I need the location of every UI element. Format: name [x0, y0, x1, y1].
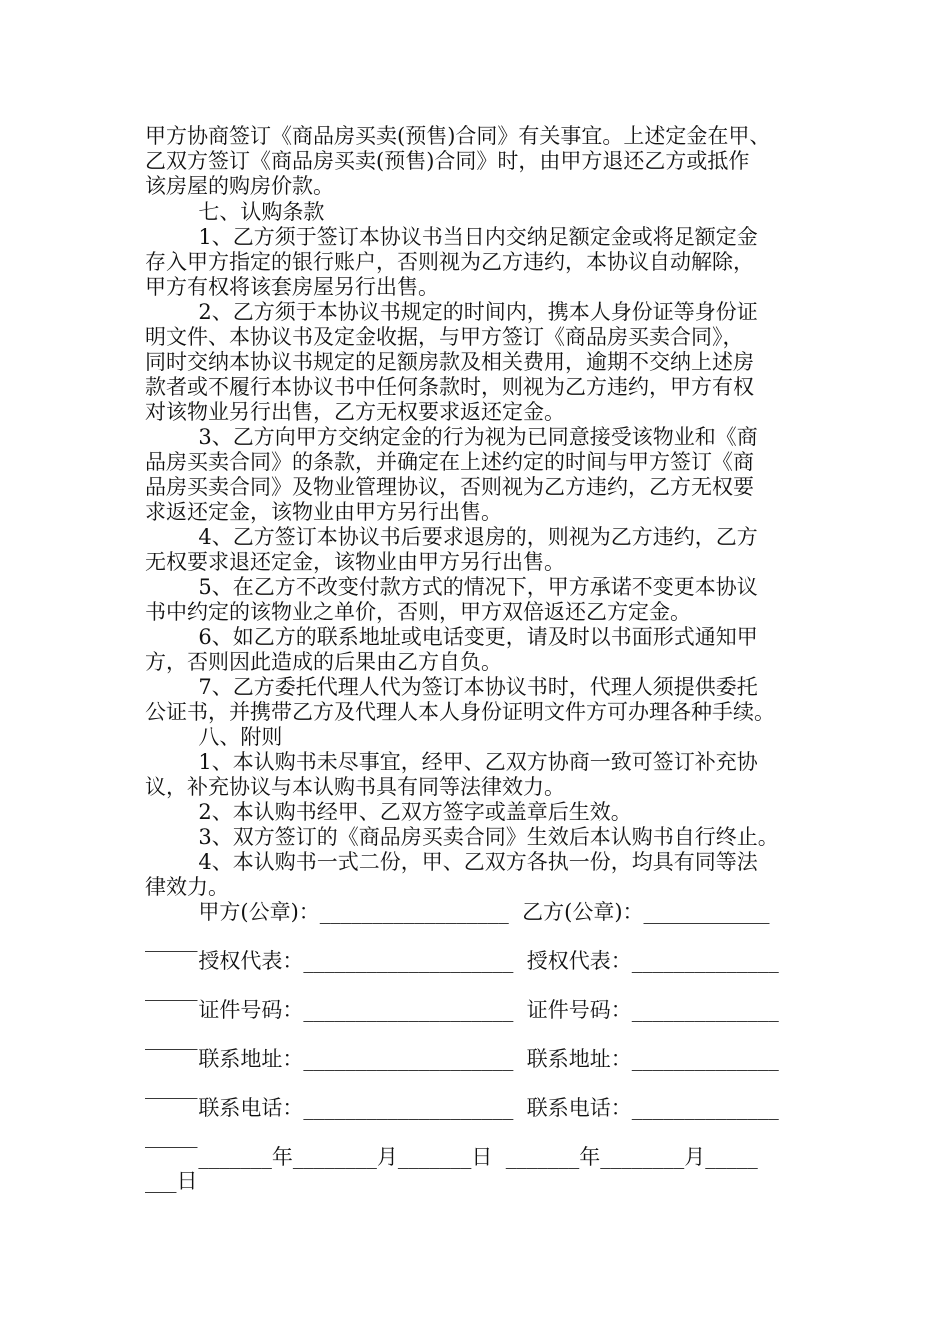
text-line: 1、本认购书未尽事宜，经甲、乙双方协商一致可签订补充协 [145, 750, 758, 774]
text-line: 方，否则因此造成的后果由乙方自负。 [145, 650, 502, 674]
text-line: 公证书，并携带乙方及代理人本人身份证明文件方可办理各种手续。 [145, 700, 775, 724]
text-line: 2、本认购书经甲、乙双方签字或盖章后生效。 [145, 800, 632, 824]
text-line: 律效力。 [145, 875, 229, 899]
section-heading: 七、认购条款 [145, 200, 325, 224]
text-line: 甲方协商签订《商品房买卖(预售)合同》有关事宜。上述定金在甲、 [145, 124, 771, 148]
text-line: 7、乙方委托代理人代为签订本协议书时，代理人须提供委托 [145, 675, 758, 699]
signature-line-id-number: 证件号码：____________________ 证件号码：______________ [145, 998, 779, 1022]
signature-line-seal: 甲方(公章)：__________________ 乙方(公章)：____________ [145, 900, 770, 924]
text-line: 乙双方签订《商品房买卖(预售)合同》时，由甲方退还乙方或抵作 [145, 149, 750, 173]
text-line: 对该物业另行出售，乙方无权要求返还定金。 [145, 400, 565, 424]
text-line: 书中约定的该物业之单价，否则，甲方双倍返还乙方定金。 [145, 600, 691, 624]
text-line: 议，补充协议与本认购书具有同等法律效力。 [145, 775, 565, 799]
signature-line-representative: 授权代表：____________________ 授权代表：______________ [145, 949, 779, 973]
text-line: 甲方有权将该套房屋另行出售。 [145, 275, 439, 299]
text-line: 3、双方签订的《商品房买卖合同》生效后本认购书自行终止。 [145, 825, 779, 849]
text-line: 品房买卖合同》及物业管理协议，否则视为乙方违约，乙方无权要 [145, 475, 754, 499]
text-line: 3、乙方向甲方交纳定金的行为视为已同意接受该物业和《商 [145, 425, 758, 449]
signature-line-address: 联系地址：____________________ 联系地址：______________ [145, 1047, 779, 1071]
text-line: 求返还定金，该物业由甲方另行出售。 [145, 500, 502, 524]
text-line: 4、乙方签订本协议书后要求退房的，则视为乙方违约，乙方 [145, 525, 758, 549]
signature-line-phone: 联系电话：____________________ 联系电话：______________ [145, 1096, 779, 1120]
signature-line-date: _______年________月_______日 _______年________月_____ [145, 1145, 758, 1169]
text-line: 明文件、本协议书及定金收据，与甲方签订《商品房买卖合同》， [145, 325, 744, 349]
section-heading: 八、附则 [145, 725, 283, 749]
text-line: 同时交纳本协议书规定的足额房款及相关费用，逾期不交纳上述房 [145, 350, 754, 374]
signature-line-wrap: _____ [145, 928, 198, 952]
text-line: 存入甲方指定的银行账户，否则视为乙方违约，本协议自动解除， [145, 250, 754, 274]
text-line: 2、乙方须于本协议书规定的时间内，携本人身份证等身份证 [145, 300, 758, 324]
text-line: 该房屋的购房价款。 [145, 174, 334, 198]
signature-line-date-wrap: ___日 [145, 1169, 198, 1193]
signature-line-wrap: _____ [145, 1075, 198, 1099]
text-line: 款者或不履行本协议书中任何条款时，则视为乙方违约，甲方有权 [145, 375, 754, 399]
text-line: 1、乙方须于签订本协议书当日内交纳足额定金或将足额定金 [145, 225, 758, 249]
signature-line-wrap: _____ [145, 1124, 198, 1148]
text-line: 品房买卖合同》的条款，并确定在上述约定的时间与甲方签订《商 [145, 450, 754, 474]
signature-line-wrap: _____ [145, 977, 198, 1001]
text-line: 5、在乙方不改变付款方式的情况下，甲方承诺不变更本协议 [145, 575, 758, 599]
text-line: 6、如乙方的联系地址或电话变更，请及时以书面形式通知甲 [145, 625, 758, 649]
text-line: 4、本认购书一式二份，甲、乙双方各执一份，均具有同等法 [145, 850, 758, 874]
text-line: 无权要求退还定金，该物业由甲方另行出售。 [145, 550, 565, 574]
signature-line-wrap: _____ [145, 1026, 198, 1050]
